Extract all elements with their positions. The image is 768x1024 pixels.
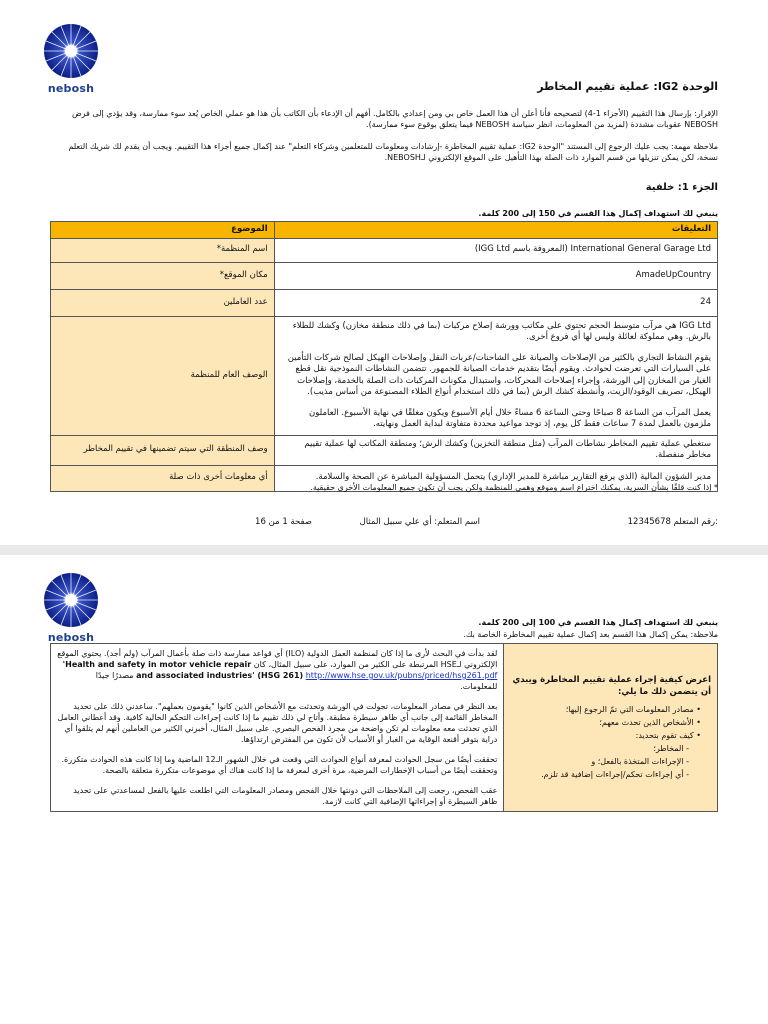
hsg261-link[interactable]: http://www.hse.gov.uk/pubns/priced/hsg261.pdf (305, 671, 498, 680)
learner-name-label: اسم المتعلم: (434, 517, 480, 527)
description-paragraph: يقوم النشاط التجاري بالكثير من الإصلاحات والصيانة على الشاحنات/عربات النقل وإصلاحات الهيكل لصالح شركات التأمين على السيارات التي تعرضت لحوادث. ويقوم أيضًا بتقديم خدمات الصيانة للجمهور. تتضمن النشاطات النموذجية نقل قطع الغيار من المخازن إلى الورشة، وإجراء إصلاحات المحركات، واستبدال مكونات المركبات ذات الصلة بالخدمة، وإصلاحات الهيكل، تصريف الوقود/الزيت، وأنشطة كشك الرش (بما في ذلك استخدام أنواع الطلاء المصنوعة من أساس مذيب). (287, 352, 711, 397)
method-table (50, 643, 718, 812)
row-label: وصف المنطقة التي سيتم تضمينها في تقييم المخاطر (51, 435, 275, 465)
globe-icon (42, 22, 100, 80)
answer-paragraph-3: تحققت أيضًا من سجل الحوادث لمعرفة أنواع الحوادث التي وقعت في خلال الشهور الـ12 الماضية وما إذا كانت هذه الحوادث متكررة. وتحققت أيضًا من أسباب الإخطارات المرضية، مرة أخرى لمعرفة ما إذا كانت هناك أي موضوعات متكررة متعلقة بالصحة. (61, 755, 498, 775)
scope-value[interactable]: ستغطي عملية تقييم المخاطر نشاطات المرآب (مثل منطقة التخزين) وكشك الرش؛ ومنطقة المكاتب لها عملية تقييم مخاطر منفصلة. (274, 435, 717, 465)
answer-paragraph-2: بعد النظر في مصادر المعلومات، تجولت في الورشة وتحدثت مع الأشخاص الذين كانوا "يقومون بعملهم". ساعدني ذلك على تحديد المخاطر القائمة إلى جانب أي ظاهر سيطرة مطبقة. وأتاح لي ذلك تقييم ما إذا كانت إجراءات التحكم الحالية كافية. وقد أعطاني العامل الذي تحدثت معه معلومات لم تكن واضحة من مجرد الفحص البصري. على سبيل المثال، أخبرني الكثير من العاملين أنهم لم يتلقوا أي دراية بتوفر أقنعة الوقاية من الغبار أو الأسباب لأن تكون من المفترض ارتداؤها. (57, 702, 498, 744)
row-label: الوصف العام للمنظمة (51, 316, 275, 435)
description-value[interactable] (274, 316, 717, 435)
table-row-location (51, 262, 718, 289)
table-row-employees (51, 289, 718, 316)
employees-value[interactable]: 24 (274, 289, 717, 316)
list-item: - الإجراءات المتخذة بالفعل؛ و (510, 756, 689, 767)
prompt-bullets (510, 704, 711, 741)
list-item: • الأشخاص الذين تحدث معهم؛ (510, 717, 701, 728)
nebosh-logo (42, 571, 100, 644)
learner-name-value: أي علي سبيل المثال (359, 517, 432, 527)
logo-wordmark: nebosh (47, 82, 95, 95)
row-label: اسم المنظمة* (51, 238, 275, 262)
header-comments: التعليقات (274, 222, 717, 239)
description-paragraph: IGG Ltd هي مرآب متوسط الحجم تحتوي على مكاتب وورشة إصلاح مركبات (بما في ذلك منطقة مخازن) وكشك للطلاء بالرش. وهي مملوكة لعائلة وليس لها أي فروع أخرى. (292, 320, 711, 342)
learner-number (628, 517, 718, 527)
location-value[interactable]: AmadeUpCountry (274, 262, 717, 289)
description-paragraph: يعمل المرآب من الساعة 8 صباحًا وحتى الساعة 6 مساءً خلال أيام الأسبوع ويكون مغلقًا في نهاية الأسبوع. العاملون ملزمون بالعمل لمدة 7 ساعات فقط كل يوم، إذ توجد مواعيد محددة متفاوتة لبداية العمل ونهايته. (309, 407, 711, 429)
declaration-text: الإقرار: بإرسال هذا التقييم (الأجزاء 1-4) لتصحيحه فأنا أعلن أن هذا العمل خاص بي ومن إعدادي بالكامل. أفهم أن الإدعاء بأن الكاتب بأن هذا هو عملي الخاص يُعد سوء ممارسة، وقد يؤدي إلى فرض NEBOSH عقوبات مشددة (لمزيد من المعلومات، انظر سياسة NEBOSH فيما يتعلق بوقوع سوء ممارسة). (71, 109, 718, 129)
answer-paragraph-1 (57, 648, 497, 692)
unit-title: الوحدة IG2: عملية تقييم المخاطر (537, 80, 718, 93)
row-label: أي معلومات أخرى ذات صلة (51, 465, 275, 491)
method-row (51, 644, 718, 812)
row-label: مكان الموقع* (51, 262, 275, 289)
learner-number-label: رقم المتعلم: (673, 517, 718, 527)
org-name-value[interactable]: International General Garage Ltd (المعروفة باسم IGG Ltd) (274, 238, 717, 262)
list-item: - أي إجراءات تحكم/إجراءات إضافية قد تلزم. (510, 769, 689, 780)
list-item: • مصادر المعلومات التي تمّ الرجوع إليها؛ (510, 704, 701, 715)
answer-paragraph-4: عقب الفحص، رجعت إلى الملاحظات التي دونتها خلال الفحص ومصادر المعلومات التي اطلعت عليها بالفعل لمساعدتي على تحديد ظاهر السيطرة أو إجراءاتها الإضافية التي كانت لازمة. (73, 786, 498, 806)
word-count-instruction: ينبغي لك استهداف إكمال هذا القسم في 150 إلى 200 كلمة. (478, 209, 718, 218)
word-count-instruction: ينبغي لك استهداف إكمال هذا القسم في 100 إلى 200 كلمة. (478, 618, 718, 627)
page-number: صفحة 1 من 16 (255, 517, 312, 527)
important-note: ملاحظة مهمة: يجب عليك الرجوع إلى المستند "الوحدة IG2: عملية تقييم المخاطرة -إرشادات ومعلومات للمتعلمين وشركاء التعلم" عند إكمال جميع أجزاء هذا التقييم. ويجب أن يقدم لك شريك التعلم نسخة، لكن يمكن تنزيلها من قسم الموارد ذات الصلة بهذا التأهيل على الموقع الإلكتروني لـNEBOSH. (68, 142, 718, 162)
method-answer-cell[interactable] (51, 644, 504, 812)
part-title: الجزء 1: خلفية (645, 182, 718, 193)
table-row-scope (51, 435, 718, 465)
nebosh-logo (42, 22, 100, 95)
row-label: عدد العاملين (51, 289, 275, 316)
completion-note: ملاحظة: يمكن إكمال هذا القسم بعد إكمال عملية تقييم المخاطرة الخاصة بك. (463, 630, 718, 639)
globe-icon (42, 571, 100, 629)
prompt-intro: اعرض كيفية إجراء عملية تقييم المخاطرة ويبدي أن يتضمن ذلك ما يلي: (512, 674, 711, 697)
learner-name (340, 517, 480, 527)
other-info-value[interactable]: مدير الشؤون المالية (الذي يرفع التقارير مباشرة للمدير الإداري) يتحمل المسؤولية المباشرة عن الصحة والسلامة. (274, 465, 717, 491)
prompt-sub-bullets (510, 743, 711, 780)
background-table (50, 221, 718, 492)
learner-number-value: 12345678 (627, 517, 671, 527)
table-row-description (51, 316, 718, 435)
logo-wordmark: nebosh (47, 631, 95, 644)
table-header-row (51, 222, 718, 239)
answer-text: مصدرًا جيدًا للمعلومات. (95, 671, 498, 691)
header-topic: الموضوع (51, 222, 275, 239)
document-page-2 (0, 555, 768, 1024)
hsg261-title: 'Health and safety in motor vehicle repair and associated industries' (HSG 261) (62, 660, 304, 680)
list-item: • كيف تقوم بتحديد: (510, 730, 701, 741)
list-item: - المخاطر؛ (510, 743, 689, 754)
method-prompt-cell (504, 644, 718, 812)
table-row-org-name (51, 238, 718, 262)
answer-text: لقد بدأت في البحث لأرى ما إذا كان لمنظمة العمل الدولية (ILO) أي قواعد ممارسة ذات صلة بأعمال المرآب (ولم أجد). يحتوي الموقع الإلكتروني لـHSE المرتبطة على الكثير من الموارد، على سبيل المثال، كان (57, 649, 498, 669)
confidentiality-footnote: * إذا كنت قلقًا بشأن السرية، يمكنك اختراع اسم وموقع وهمي للمنظمة ولكن يجب أن تكون جميع المعلومات الأخرى حقيقية. (310, 483, 718, 492)
